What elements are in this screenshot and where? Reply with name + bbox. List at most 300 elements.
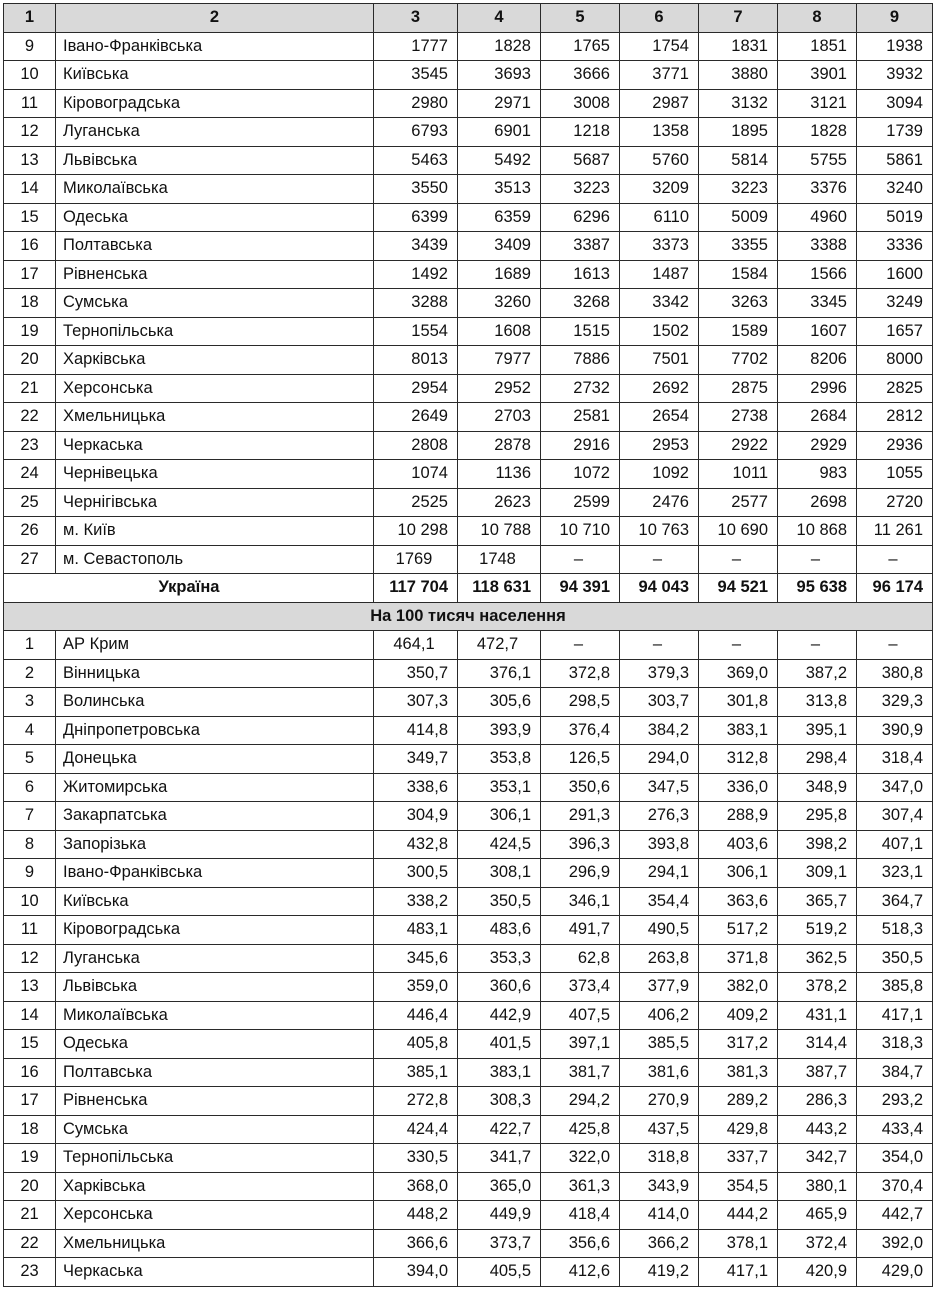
value-cell: 1608 — [458, 317, 541, 346]
region-name-cell: Івано-Франківська — [56, 859, 374, 888]
region-name-cell: Львівська — [56, 973, 374, 1002]
value-cell: 3388 — [778, 232, 857, 261]
value-cell: 398,2 — [778, 830, 857, 859]
total-label-cell: Україна — [4, 574, 374, 603]
value-cell: 377,9 — [620, 973, 699, 1002]
value-cell: 405,8 — [374, 1030, 458, 1059]
value-cell: 373,7 — [458, 1229, 541, 1258]
region-row — [4, 32, 933, 61]
value-cell: 1554 — [374, 317, 458, 346]
value-cell: 490,5 — [620, 916, 699, 945]
region-row — [4, 89, 933, 118]
region-name-cell: Запорізька — [56, 830, 374, 859]
value-cell: 2525 — [374, 488, 458, 517]
row-number-cell: 20 — [4, 1172, 56, 1201]
value-cell: 407,5 — [541, 1001, 620, 1030]
value-cell: 2738 — [699, 403, 778, 432]
value-cell: 417,1 — [699, 1258, 778, 1287]
value-cell: 308,3 — [458, 1087, 541, 1116]
value-cell: – — [778, 631, 857, 660]
value-cell: 385,5 — [620, 1030, 699, 1059]
value-cell: 407,1 — [857, 830, 933, 859]
value-cell: 276,3 — [620, 802, 699, 831]
value-cell: 337,7 — [699, 1144, 778, 1173]
value-cell: 518,3 — [857, 916, 933, 945]
value-cell: 3008 — [541, 89, 620, 118]
value-cell: 1011 — [699, 460, 778, 489]
value-cell: 286,3 — [778, 1087, 857, 1116]
value-cell: 491,7 — [541, 916, 620, 945]
value-cell: 2654 — [620, 403, 699, 432]
value-cell: 444,2 — [699, 1201, 778, 1230]
value-cell: 2936 — [857, 431, 933, 460]
row-number-cell: 11 — [4, 89, 56, 118]
value-cell: 4960 — [778, 203, 857, 232]
value-cell: 323,1 — [857, 859, 933, 888]
value-cell: 329,3 — [857, 688, 933, 717]
value-cell: 338,2 — [374, 887, 458, 916]
value-cell: 3223 — [541, 175, 620, 204]
value-cell: 1502 — [620, 317, 699, 346]
row-number-cell: 17 — [4, 260, 56, 289]
value-cell: 359,0 — [374, 973, 458, 1002]
value-cell: 10 690 — [699, 517, 778, 546]
region-row — [4, 517, 933, 546]
value-cell: 383,1 — [458, 1058, 541, 1087]
value-cell: 369,0 — [699, 659, 778, 688]
region-name-cell: Кіровоградська — [56, 89, 374, 118]
row-number-cell: 23 — [4, 1258, 56, 1287]
value-cell: 338,6 — [374, 773, 458, 802]
value-cell: 3260 — [458, 289, 541, 318]
value-cell: 6296 — [541, 203, 620, 232]
row-number-cell: 21 — [4, 374, 56, 403]
region-name-cell: Івано-Франківська — [56, 32, 374, 61]
value-cell: 403,6 — [699, 830, 778, 859]
value-cell: 387,7 — [778, 1058, 857, 1087]
value-cell: 418,4 — [541, 1201, 620, 1230]
row-number-cell: 27 — [4, 545, 56, 574]
value-cell: 406,2 — [620, 1001, 699, 1030]
row-number-cell: 24 — [4, 460, 56, 489]
value-cell: 356,6 — [541, 1229, 620, 1258]
region-name-cell: Полтавська — [56, 232, 374, 261]
region-row — [4, 203, 933, 232]
value-cell: 8206 — [778, 346, 857, 375]
value-cell: 6793 — [374, 118, 458, 147]
value-cell: 393,8 — [620, 830, 699, 859]
value-cell: 309,1 — [778, 859, 857, 888]
value-cell: 1769 — [374, 545, 458, 574]
value-cell: 1657 — [857, 317, 933, 346]
value-cell: 1515 — [541, 317, 620, 346]
value-cell: 385,1 — [374, 1058, 458, 1087]
region-row-per-100k — [4, 688, 933, 717]
column-number-header: 3 — [374, 4, 458, 33]
value-cell: 1566 — [778, 260, 857, 289]
value-cell: 446,4 — [374, 1001, 458, 1030]
value-cell: 5492 — [458, 146, 541, 175]
value-cell: 362,5 — [778, 944, 857, 973]
value-cell: 2649 — [374, 403, 458, 432]
value-cell: 1607 — [778, 317, 857, 346]
value-cell: 3376 — [778, 175, 857, 204]
value-cell: 372,4 — [778, 1229, 857, 1258]
column-number-header: 7 — [699, 4, 778, 33]
region-name-cell: м. Севастополь — [56, 545, 374, 574]
region-row-per-100k — [4, 659, 933, 688]
region-name-cell: Хмельницька — [56, 1229, 374, 1258]
value-cell: 3387 — [541, 232, 620, 261]
value-cell: 3513 — [458, 175, 541, 204]
value-cell: 263,8 — [620, 944, 699, 973]
value-cell: 424,4 — [374, 1115, 458, 1144]
value-cell: 401,5 — [458, 1030, 541, 1059]
value-cell: 2875 — [699, 374, 778, 403]
value-cell: 437,5 — [620, 1115, 699, 1144]
value-cell: 2987 — [620, 89, 699, 118]
row-number-cell: 8 — [4, 830, 56, 859]
row-number-cell: 13 — [4, 973, 56, 1002]
value-cell: 394,0 — [374, 1258, 458, 1287]
value-cell: 296,9 — [541, 859, 620, 888]
value-cell: 1092 — [620, 460, 699, 489]
value-cell: 294,1 — [620, 859, 699, 888]
value-cell: 343,9 — [620, 1172, 699, 1201]
value-cell: 366,2 — [620, 1229, 699, 1258]
value-cell: 376,4 — [541, 716, 620, 745]
value-cell: 3263 — [699, 289, 778, 318]
region-name-cell: Київська — [56, 887, 374, 916]
value-cell: 306,1 — [699, 859, 778, 888]
value-cell: 350,5 — [857, 944, 933, 973]
region-name-cell: Сумська — [56, 1115, 374, 1144]
row-number-cell: 20 — [4, 346, 56, 375]
region-name-cell: Миколаївська — [56, 175, 374, 204]
value-cell: 303,7 — [620, 688, 699, 717]
region-name-cell: Луганська — [56, 118, 374, 147]
row-number-cell: 14 — [4, 1001, 56, 1030]
value-cell: 1358 — [620, 118, 699, 147]
value-cell: 8000 — [857, 346, 933, 375]
value-cell: 341,7 — [458, 1144, 541, 1173]
value-cell: 419,2 — [620, 1258, 699, 1287]
column-number-header: 9 — [857, 4, 933, 33]
value-cell: 126,5 — [541, 745, 620, 774]
region-name-cell: Харківська — [56, 346, 374, 375]
value-cell: 10 868 — [778, 517, 857, 546]
region-row-per-100k — [4, 1258, 933, 1287]
region-name-cell: Вінницька — [56, 659, 374, 688]
value-cell: 1938 — [857, 32, 933, 61]
value-cell: 3288 — [374, 289, 458, 318]
value-cell: 8013 — [374, 346, 458, 375]
total-value-cell: 117 704 — [374, 574, 458, 603]
region-row-per-100k — [4, 1144, 933, 1173]
value-cell: 3240 — [857, 175, 933, 204]
value-cell: 396,3 — [541, 830, 620, 859]
row-number-cell: 1 — [4, 631, 56, 660]
region-row — [4, 346, 933, 375]
value-cell: 7977 — [458, 346, 541, 375]
region-row — [4, 403, 933, 432]
value-cell: 465,9 — [778, 1201, 857, 1230]
row-number-cell: 2 — [4, 659, 56, 688]
value-cell: 354,0 — [857, 1144, 933, 1173]
value-cell: 342,7 — [778, 1144, 857, 1173]
region-row-per-100k — [4, 1001, 933, 1030]
value-cell: 313,8 — [778, 688, 857, 717]
value-cell: 378,2 — [778, 973, 857, 1002]
value-cell: 365,7 — [778, 887, 857, 916]
section-title-cell: На 100 тисяч населення — [4, 602, 933, 631]
value-cell: 354,5 — [699, 1172, 778, 1201]
region-row-per-100k — [4, 830, 933, 859]
value-cell: 353,3 — [458, 944, 541, 973]
value-cell: 409,2 — [699, 1001, 778, 1030]
value-cell: 330,5 — [374, 1144, 458, 1173]
value-cell: 381,7 — [541, 1058, 620, 1087]
value-cell: 983 — [778, 460, 857, 489]
value-cell: 1487 — [620, 260, 699, 289]
value-cell: 519,2 — [778, 916, 857, 945]
region-row — [4, 61, 933, 90]
value-cell: 432,8 — [374, 830, 458, 859]
row-number-cell: 10 — [4, 61, 56, 90]
value-cell: 3094 — [857, 89, 933, 118]
value-cell: 397,1 — [541, 1030, 620, 1059]
value-cell: 3545 — [374, 61, 458, 90]
value-cell: 405,5 — [458, 1258, 541, 1287]
region-name-cell: Одеська — [56, 203, 374, 232]
value-cell: 293,2 — [857, 1087, 933, 1116]
region-name-cell: Волинська — [56, 688, 374, 717]
row-number-cell: 12 — [4, 118, 56, 147]
region-row-per-100k — [4, 1115, 933, 1144]
value-cell: 298,5 — [541, 688, 620, 717]
value-cell: 3355 — [699, 232, 778, 261]
value-cell: 5009 — [699, 203, 778, 232]
value-cell: 372,8 — [541, 659, 620, 688]
value-cell: 347,5 — [620, 773, 699, 802]
value-cell: 2581 — [541, 403, 620, 432]
row-number-cell: 22 — [4, 1229, 56, 1258]
value-cell: 2698 — [778, 488, 857, 517]
value-cell: 370,4 — [857, 1172, 933, 1201]
row-number-cell: 17 — [4, 1087, 56, 1116]
value-cell: 1895 — [699, 118, 778, 147]
region-row-per-100k — [4, 1030, 933, 1059]
column-number-header: 2 — [56, 4, 374, 33]
value-cell: 1584 — [699, 260, 778, 289]
column-number-header: 1 — [4, 4, 56, 33]
region-row-per-100k — [4, 1087, 933, 1116]
value-cell: 2980 — [374, 89, 458, 118]
region-name-cell: Львівська — [56, 146, 374, 175]
total-value-cell: 94 521 — [699, 574, 778, 603]
row-number-cell: 16 — [4, 232, 56, 261]
value-cell: 5755 — [778, 146, 857, 175]
value-cell: 3268 — [541, 289, 620, 318]
value-cell: 1851 — [778, 32, 857, 61]
region-name-cell: Донецька — [56, 745, 374, 774]
value-cell: 5760 — [620, 146, 699, 175]
value-cell: 378,1 — [699, 1229, 778, 1258]
value-cell: 2812 — [857, 403, 933, 432]
region-name-cell: Хмельницька — [56, 403, 374, 432]
value-cell: 3342 — [620, 289, 699, 318]
value-cell: 380,8 — [857, 659, 933, 688]
value-cell: 317,2 — [699, 1030, 778, 1059]
value-cell: 3880 — [699, 61, 778, 90]
value-cell: 272,8 — [374, 1087, 458, 1116]
value-cell: 1831 — [699, 32, 778, 61]
total-value-cell: 118 631 — [458, 574, 541, 603]
value-cell: – — [699, 545, 778, 574]
value-cell: 3336 — [857, 232, 933, 261]
value-cell: 2808 — [374, 431, 458, 460]
region-row — [4, 146, 933, 175]
value-cell: 392,0 — [857, 1229, 933, 1258]
value-cell: 314,4 — [778, 1030, 857, 1059]
value-cell: 349,7 — [374, 745, 458, 774]
value-cell: 1492 — [374, 260, 458, 289]
value-cell: 3132 — [699, 89, 778, 118]
value-cell: 308,1 — [458, 859, 541, 888]
row-number-cell: 18 — [4, 289, 56, 318]
value-cell: 2953 — [620, 431, 699, 460]
row-number-cell: 18 — [4, 1115, 56, 1144]
value-cell: 1600 — [857, 260, 933, 289]
row-number-cell: 16 — [4, 1058, 56, 1087]
region-name-cell: Херсонська — [56, 374, 374, 403]
value-cell: 3373 — [620, 232, 699, 261]
row-number-cell: 25 — [4, 488, 56, 517]
value-cell: 1739 — [857, 118, 933, 147]
region-name-cell: Житомирська — [56, 773, 374, 802]
region-row-per-100k — [4, 944, 933, 973]
column-number-header: 8 — [778, 4, 857, 33]
row-number-cell: 10 — [4, 887, 56, 916]
value-cell: 420,9 — [778, 1258, 857, 1287]
value-cell: 336,0 — [699, 773, 778, 802]
region-name-cell: Полтавська — [56, 1058, 374, 1087]
row-number-cell: 22 — [4, 403, 56, 432]
value-cell: 393,9 — [458, 716, 541, 745]
value-cell: 304,9 — [374, 802, 458, 831]
row-number-cell: 9 — [4, 859, 56, 888]
value-cell: 353,8 — [458, 745, 541, 774]
value-cell: 483,6 — [458, 916, 541, 945]
value-cell: 307,4 — [857, 802, 933, 831]
value-cell: 383,1 — [699, 716, 778, 745]
value-cell: 429,8 — [699, 1115, 778, 1144]
value-cell: 364,7 — [857, 887, 933, 916]
value-cell: 2916 — [541, 431, 620, 460]
region-name-cell: Чернігівська — [56, 488, 374, 517]
region-name-cell: Луганська — [56, 944, 374, 973]
value-cell: 2476 — [620, 488, 699, 517]
row-number-cell: 4 — [4, 716, 56, 745]
region-name-cell: АР Крим — [56, 631, 374, 660]
row-number-cell: 9 — [4, 32, 56, 61]
region-row-per-100k — [4, 745, 933, 774]
region-name-cell: Сумська — [56, 289, 374, 318]
value-cell: – — [541, 631, 620, 660]
value-cell: 384,2 — [620, 716, 699, 745]
value-cell: 318,8 — [620, 1144, 699, 1173]
value-cell: 10 763 — [620, 517, 699, 546]
region-row — [4, 232, 933, 261]
value-cell: 346,1 — [541, 887, 620, 916]
value-cell: 3771 — [620, 61, 699, 90]
value-cell: 318,3 — [857, 1030, 933, 1059]
value-cell: 379,3 — [620, 659, 699, 688]
value-cell: 414,8 — [374, 716, 458, 745]
value-cell: 1777 — [374, 32, 458, 61]
value-cell: 384,7 — [857, 1058, 933, 1087]
value-cell: 353,1 — [458, 773, 541, 802]
row-number-cell: 5 — [4, 745, 56, 774]
value-cell: 395,1 — [778, 716, 857, 745]
region-row — [4, 374, 933, 403]
value-cell: 7702 — [699, 346, 778, 375]
value-cell: 3439 — [374, 232, 458, 261]
value-cell: 2732 — [541, 374, 620, 403]
value-cell: 345,6 — [374, 944, 458, 973]
value-cell: 381,3 — [699, 1058, 778, 1087]
value-cell: 294,2 — [541, 1087, 620, 1116]
value-cell: 298,4 — [778, 745, 857, 774]
value-cell: 6901 — [458, 118, 541, 147]
value-cell: 312,8 — [699, 745, 778, 774]
value-cell: 322,0 — [541, 1144, 620, 1173]
value-cell: 318,4 — [857, 745, 933, 774]
value-cell: 1689 — [458, 260, 541, 289]
region-row — [4, 317, 933, 346]
value-cell: 382,0 — [699, 973, 778, 1002]
column-number-header-row — [4, 4, 933, 33]
value-cell: 366,6 — [374, 1229, 458, 1258]
value-cell: 2971 — [458, 89, 541, 118]
value-cell: – — [620, 545, 699, 574]
row-number-cell: 6 — [4, 773, 56, 802]
value-cell: 2952 — [458, 374, 541, 403]
region-name-cell: Рівненська — [56, 1087, 374, 1116]
row-number-cell: 13 — [4, 146, 56, 175]
value-cell: 347,0 — [857, 773, 933, 802]
value-cell: 300,5 — [374, 859, 458, 888]
region-name-cell: Харківська — [56, 1172, 374, 1201]
region-name-cell: Дніпропетровська — [56, 716, 374, 745]
region-row — [4, 118, 933, 147]
statistics-table — [3, 3, 933, 1287]
value-cell: 350,5 — [458, 887, 541, 916]
region-row-per-100k — [4, 973, 933, 1002]
value-cell: 2922 — [699, 431, 778, 460]
value-cell: 3249 — [857, 289, 933, 318]
value-cell: 1613 — [541, 260, 620, 289]
value-cell: – — [699, 631, 778, 660]
row-number-cell: 26 — [4, 517, 56, 546]
value-cell: 2720 — [857, 488, 933, 517]
region-name-cell: Тернопільська — [56, 1144, 374, 1173]
value-cell: 2577 — [699, 488, 778, 517]
region-row-per-100k — [4, 1058, 933, 1087]
value-cell: 7501 — [620, 346, 699, 375]
value-cell: 1754 — [620, 32, 699, 61]
row-number-cell: 7 — [4, 802, 56, 831]
